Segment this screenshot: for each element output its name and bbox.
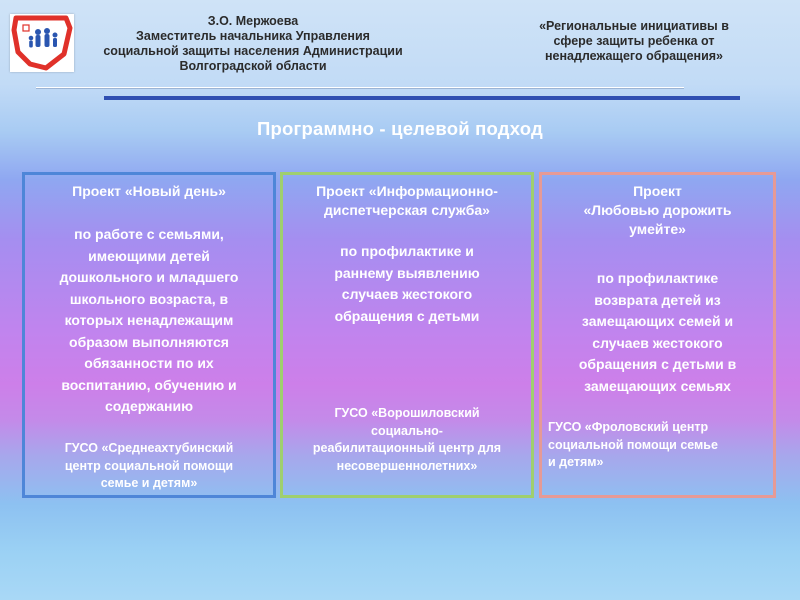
project-card-new-day [22,172,276,498]
project-title-line: умейте» [629,221,686,237]
project-description-line: случаев жестокого [341,286,473,302]
project-description-line: обязанности по их [84,355,214,371]
project-organization [283,405,531,475]
project-organization-line: семье и детям» [100,476,198,490]
project-description-line: имеющими детей [88,247,210,264]
project-description-line: обращения с детьми [334,307,480,324]
author-position-line-2: социальной защиты населения Администрации [103,44,403,58]
project-description-line: возврата детей из [594,291,721,308]
topic-line-3: ненадлежащего обращения» [544,49,724,63]
project-card-dispatch-service [280,172,534,498]
project-organization-line: ГУСО «Фроловский центр [548,420,709,434]
family-emblem-logo [10,14,74,72]
project-title-line: Проект [633,183,682,199]
header-divider-accent [104,96,740,100]
project-description-line: дошкольного и младшего [59,269,239,285]
header-divider-thin [36,87,684,88]
presentation-topic [512,19,756,64]
topic-line-2: сфере защиты ребенка от [553,34,715,48]
project-description-line: замещающих семей и [581,313,734,329]
project-organization-line: ГУСО «Ворошиловский [334,406,480,420]
project-description-line: случаев жестокого [592,334,723,351]
project-description-line: по работе с семьями, [74,226,224,242]
project-description-line: которых ненадлежащим [64,312,234,328]
family-emblem-icon [10,14,74,72]
topic-line-1: «Региональные инициативы в [539,19,729,33]
project-organization-line: ГУСО «Среднеахтубинский [64,441,234,455]
project-title [25,182,273,201]
project-description-line: раннему выявлению [334,264,480,281]
project-description-line: школьного возраста, в [69,290,229,307]
project-organization [25,440,273,493]
project-description-line: образом выполняются [69,333,229,350]
project-title [542,182,773,239]
author-position-line-1: Заместитель начальника Управления [136,29,370,43]
project-description [542,268,773,397]
project-description-line: по профилактике [596,270,719,286]
project-organization-line: и детям» [548,455,604,469]
author-position-line-3: Волгоградской области [179,59,327,73]
project-title-line: Проект «Новый день» [72,183,226,199]
project-organization-line: социальной помощи семье [548,437,718,452]
project-title-line: «Любовью дорожить [583,202,732,218]
project-description-line: по профилактике и [340,243,474,259]
project-description-line: замещающих семьях [584,377,731,394]
project-title-line: диспетчерская служба» [324,202,490,218]
project-title [283,182,531,220]
project-organization-line: центр социальной помощи [64,458,234,473]
project-description-line: содержанию [104,398,194,414]
project-description-line: воспитанию, обучению и [61,376,237,393]
project-organization-line: несовершеннолетних» [336,458,478,473]
project-organization-line: реабилитационный центр для [312,441,502,455]
project-card-cherish-love [539,172,776,498]
author-block [80,14,426,74]
project-organization-line: социально- [371,423,443,438]
project-description [283,241,531,327]
slide-heading: Программно - целевой подход [257,118,543,139]
project-description-line: обращения с детьми в [578,356,737,372]
project-description [25,224,273,418]
author-name: З.О. Мержоева [207,14,299,28]
project-organization [542,419,773,472]
project-title-line: Проект «Информационно- [316,183,498,199]
